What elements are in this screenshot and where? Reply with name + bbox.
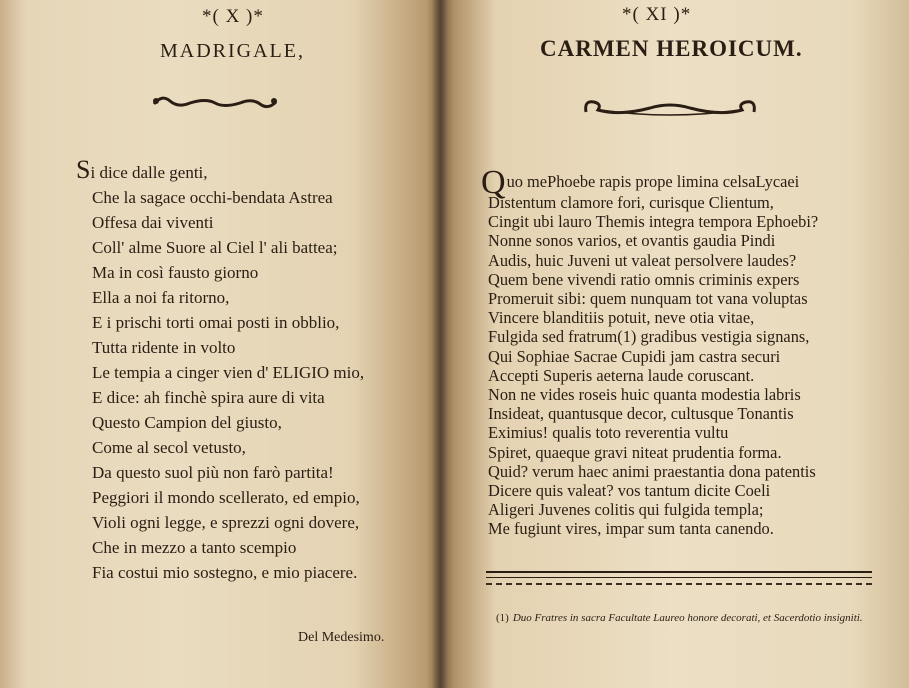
poem-line: Cingit ubi lauro Themis integra tempora Ephoebi? (488, 212, 819, 232)
right-page-heading: CARMEN HEROICUM. (540, 36, 803, 61)
poem-line: Eximius! qualis toto reverentia vultu (488, 423, 729, 443)
poem-line: Peggiori il mondo scellerato, ed empio, (92, 488, 360, 507)
footnote-mark: (1) (496, 612, 509, 624)
madrigale-poem (76, 157, 426, 585)
poem-line: Violi ogni legge, e sprezzi ogni dovere, (92, 513, 360, 532)
footnote-text: Duo Fratres in sacra Facultate Laureo honore decorati, et Sacerdotio insigniti. (512, 612, 863, 624)
poem-line: Qui Sophiae Sacrae Cupidi jam castra securi (488, 346, 781, 366)
poem-line: Fulgida sed fratrum(1) gradibus vestigia signans, (488, 327, 810, 347)
poem-line: Promeruit sibi: quem nunquam tot vana voluptas (488, 289, 808, 309)
poem-line: Coll' alme Suore al Ciel l' ali battea; (92, 238, 338, 257)
poem-line: Le tempia a cinger vien d' ELIGIO mio, (92, 363, 365, 382)
poem-line: Aligeri Juvenes colitis qui fulgida templa; (488, 500, 764, 520)
poem-line: Tutta ridente in volto (92, 338, 236, 357)
poem-line: Come al secol vetusto, (92, 438, 246, 457)
left-page (0, 0, 440, 688)
poem-line: Offesa dai viventi (92, 213, 214, 232)
poem-line: Insideat, quantusque decor, cultusque Tonantis (488, 404, 794, 424)
poem-line: Ella a noi fa ritorno, (92, 288, 230, 307)
poem-line: E dice: ah finchè spira aure di vita (92, 388, 325, 407)
poem-line: Dicere quis valeat? vos tantum dicite Coeli (488, 481, 771, 501)
poem-line: Da questo suol più non farò partita! (92, 463, 334, 482)
poem-line: Audis, huic Juveni ut valeat persolvere laudes? (488, 250, 797, 270)
carmen-heroicum-poem (481, 164, 871, 539)
left-flourish-ornament (150, 92, 280, 114)
poem-line: Distentum clamore fori, curisque Clientum, (488, 193, 774, 212)
footnote-dashed-rule (486, 583, 872, 585)
poem-line: Non ne vides roseis huic quanta modestia labris (488, 385, 801, 405)
poem-line: E i prischi torti omai posti in obblio, (92, 313, 340, 332)
poem-line: Quem bene vivendi ratio omnis criminis expers (488, 269, 800, 289)
poem-line: Ma in così fausto giorno (92, 263, 259, 282)
right-page-number: *( XI )* (622, 4, 692, 25)
poem-line: Questo Campion del giusto, (92, 413, 282, 432)
book-gutter (432, 0, 448, 688)
footnote (496, 611, 876, 626)
poem-line: Accepti Superis aeterna laude coruscant. (488, 365, 755, 385)
poem-line: Fia costui mio sostegno, e mio piacere. (92, 563, 358, 582)
poem-line: Si dice dalle genti, (76, 155, 208, 184)
poem-line-text: uo mePhoebe rapis prope limina celsaLycaei (506, 172, 800, 191)
footnote-rule (486, 571, 872, 578)
poem-line: Che in mezzo a tanto scempio (92, 538, 297, 557)
poem-line: Nonne sonos varios, et ovantis gaudia Pindi (488, 231, 776, 251)
left-page-heading: MADRIGALE, (160, 40, 305, 62)
right-flourish-ornament (580, 92, 760, 122)
poem-line: Spiret, quaeque gravi niteat prudentia forma. (488, 442, 782, 462)
poem-line (481, 164, 871, 201)
poem-line: Che la sagace occhi-bendata Astrea (92, 188, 333, 207)
left-page-number: *( X )* (202, 6, 264, 27)
poem-line: Quid? verum haec animi praestantia dona patentis (488, 461, 816, 481)
poem-line: Vincere blanditiis potuit, neve otia vitae, (488, 308, 755, 328)
drop-cap: Q (481, 164, 506, 201)
poem-line: Me fugiunt vires, impar sum tanta canendo. (488, 519, 774, 539)
signature-line: Del Medesimo. (298, 630, 385, 645)
